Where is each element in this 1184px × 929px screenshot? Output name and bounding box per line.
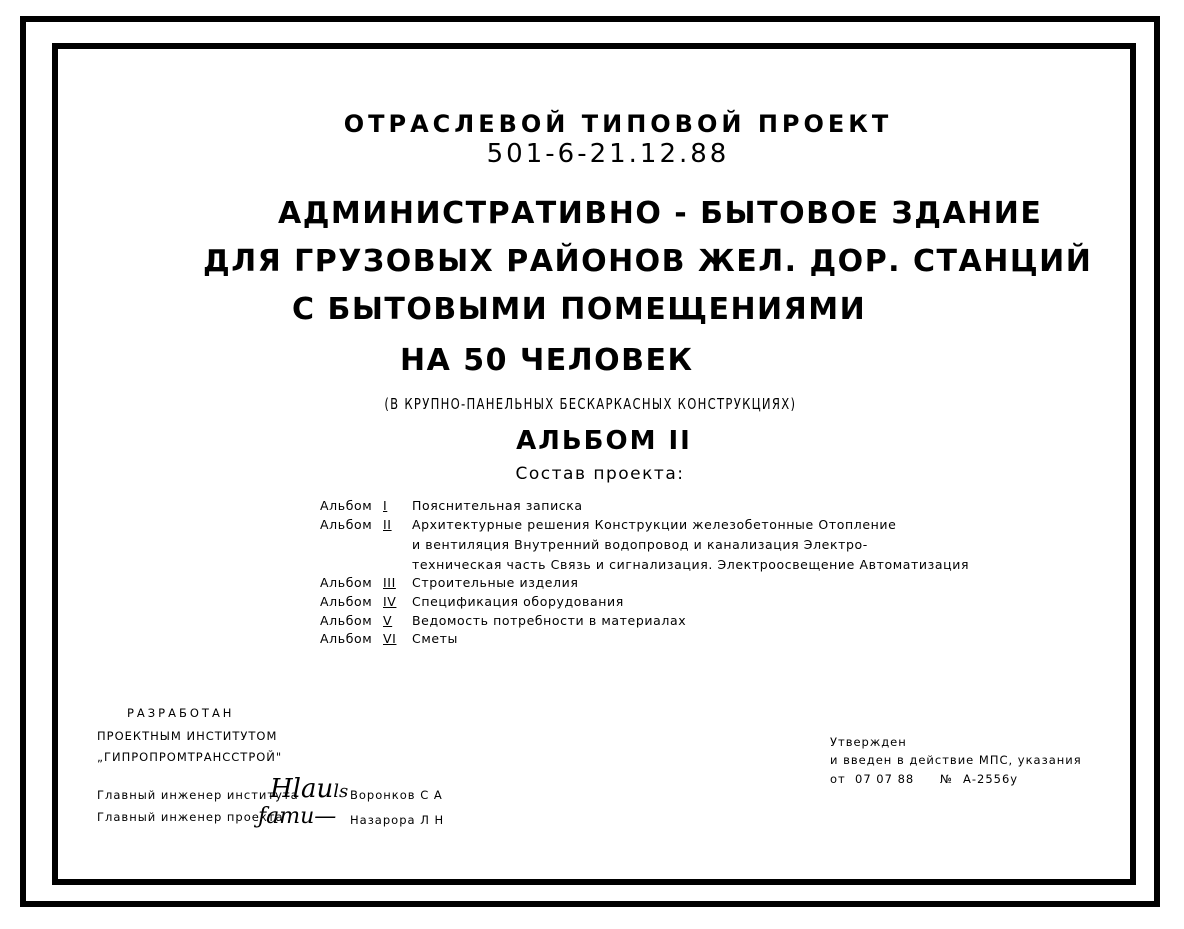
signatory-name: Воронков С А <box>350 788 443 802</box>
album-label: Альбом <box>320 594 373 609</box>
album-description: Спецификация оборудования <box>412 594 624 609</box>
album-label: Альбом <box>320 575 373 590</box>
approval-date: 07 07 88 <box>855 772 915 786</box>
title-line-3: С БЫТОВЫМИ ПОМЕЩЕНИЯМИ <box>292 292 867 327</box>
developer-line-2: „ГИПРОПРОМТРАНССТРОЙ" <box>97 750 283 764</box>
signatory-role: Главный инженер проекта <box>97 810 284 824</box>
title-line-1: АДМИНИСТРАТИВНО - БЫТОВОЕ ЗДАНИЕ <box>278 196 1043 231</box>
album-description: Сметы <box>412 631 458 646</box>
signatory-name: Назарора Л Н <box>350 813 445 827</box>
album-description-cont: техническая часть Связь и сигнализация. Электроосвещение Автоматизация <box>412 557 970 572</box>
album-number: IV <box>383 594 397 609</box>
album-label: Альбом <box>320 631 373 646</box>
album-description: Ведомость потребности в материалах <box>412 613 687 628</box>
approval-line-2: и введен в действие МПС, указания <box>830 753 1082 767</box>
album-number: V <box>383 613 393 628</box>
album-description: Строительные изделия <box>412 575 579 590</box>
composition-heading: Состав проекта: <box>515 464 685 484</box>
album-label: Альбом <box>320 498 373 513</box>
signatory-role: Главный инженер института <box>97 788 299 802</box>
album-number: III <box>383 575 396 590</box>
developer-line-1: ПРОЕКТНЫМ ИНСТИТУТОМ <box>97 729 278 743</box>
approval-date-prefix: от <box>830 772 846 786</box>
album-number: II <box>383 517 392 532</box>
title-line-2: ДЛЯ ГРУЗОВЫХ РАЙОНОВ ЖЕЛ. ДОР. СТАНЦИЙ <box>203 244 1093 279</box>
signature-chief-engineer-project: ƒamu— <box>258 804 337 829</box>
album-label: Альбом <box>320 613 373 628</box>
series-label: ОТРАСЛЕВОЙ ТИПОВОЙ ПРОЕКТ <box>343 110 893 138</box>
construction-note: (В КРУПНО-ПАНЕЛЬНЫХ БЕСКАРКАСНЫХ КОНСТРУКЦИЯХ) <box>384 395 797 413</box>
album-description: Архитектурные решения Конструкции железобетонные Отопление <box>412 517 897 532</box>
title-line-4: НА 50 ЧЕЛОВЕК <box>400 343 694 378</box>
album-description-cont: и вентиляция Внутренний водопровод и канализация Электро- <box>412 537 868 552</box>
signature-chief-engineer-institute: Hlauls <box>270 774 349 804</box>
developer-heading: РАЗРАБОТАН <box>127 706 235 720</box>
approval-number: А-2556у <box>963 772 1019 786</box>
album-description: Пояснительная записка <box>412 498 583 513</box>
album-number: VI <box>383 631 397 646</box>
album-heading: АЛЬБОМ II <box>516 426 692 456</box>
approval-line-1: Утвержден <box>830 735 907 749</box>
album-label: Альбом <box>320 517 373 532</box>
approval-number-prefix: № <box>940 772 953 786</box>
project-code: 501-6-21.12.88 <box>486 139 730 169</box>
album-number: I <box>383 498 388 513</box>
